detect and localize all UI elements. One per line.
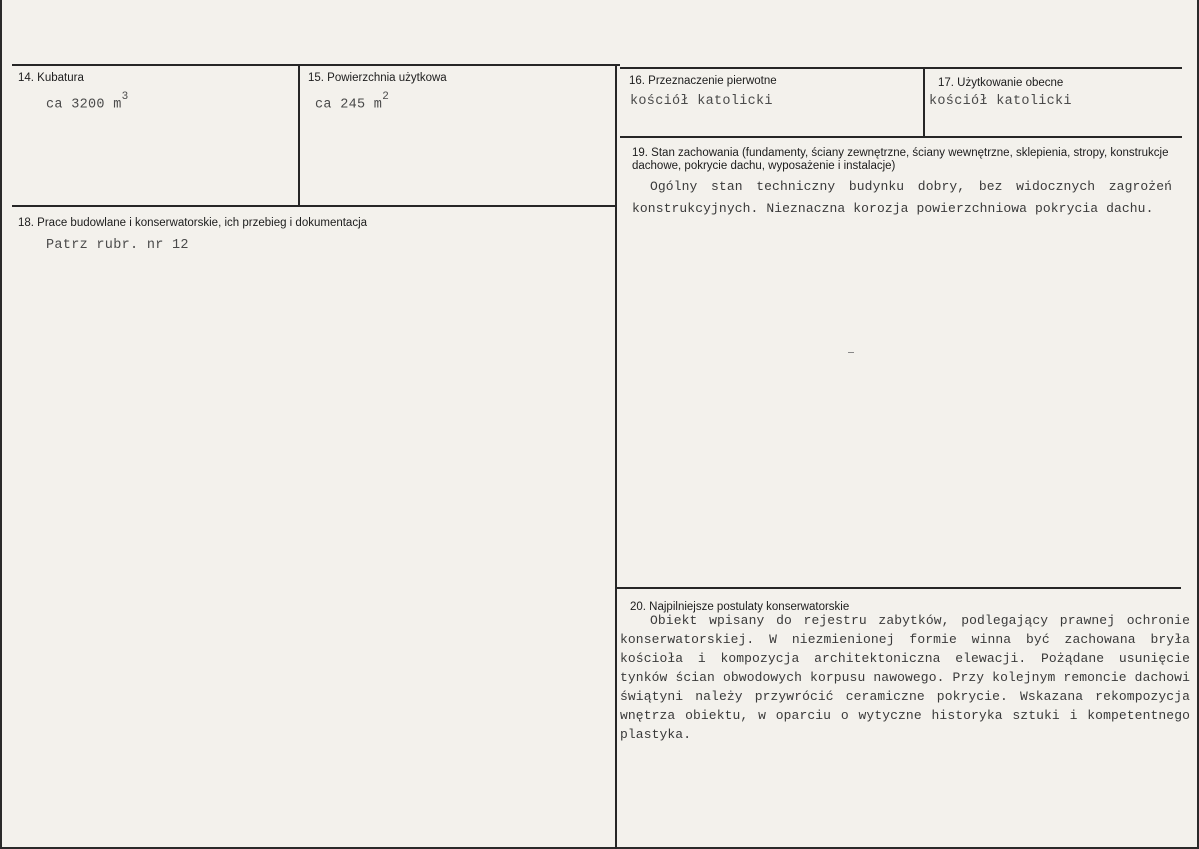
divider-16-19 xyxy=(620,136,1182,138)
kubatura-label: 14. Kubatura xyxy=(18,72,84,84)
divider-left-right xyxy=(615,64,617,849)
powierzchnia-number: ca 245 m xyxy=(315,97,383,113)
stray-mark xyxy=(848,352,854,353)
divider-16-17 xyxy=(923,67,925,137)
powierzchnia-value xyxy=(315,91,390,113)
kubatura-value xyxy=(46,91,129,113)
prace-budowlane-label: 18. Prace budowlane i konserwatorskie, ich przebieg i dokumentacja xyxy=(18,217,368,229)
stan-zachowania-text: Ogólny stan techniczny budynku dobry, bez widocznych zagrożeń konstrukcyjnych. Nieznaczna korozja powierzchniowa pokrycia dachu. xyxy=(632,179,1172,216)
powierzchnia-unit-exponent: 2 xyxy=(382,91,390,103)
przeznaczenie-label: 16. Przeznaczenie pierwotne xyxy=(629,75,777,87)
uzytkowanie-value: kościół katolicki xyxy=(929,94,1072,109)
divider-top-right xyxy=(620,67,1182,69)
przeznaczenie-value: kościół katolicki xyxy=(630,94,773,109)
postulaty-text: Obiekt wpisany do rejestru zabytków, podlegający prawnej ochronie konserwatorskiej. W niezmienionej formie winna być zachowana bryła kościoła i kompozycja architektoniczna elewacji. Pożądane usunięcie tynków ścian obwodowych korpusu nawowego. Przy kolejnym remoncie dachowi świątyni należy przywrócić ceramiczne pokrycie. Wskazana rekompozycja wnętrza obiektu, w oparciu o wytyczne historyka sztuki i kompetentnego plastyka. xyxy=(620,613,1190,742)
postulaty-label: 20. Najpilniejsze postulaty konserwatorskie xyxy=(630,601,850,613)
prace-budowlane-value: Patrz rubr. nr 12 xyxy=(46,238,189,253)
divider-14-15 xyxy=(298,64,300,205)
uzytkowanie-label: 17. Użytkowanie obecne xyxy=(938,77,1064,89)
divider-19-20 xyxy=(616,587,1181,589)
stan-zachowania-label: 19. Stan zachowania (fundamenty, ściany zewnętrzne, ściany wewnętrzne, sklepienia, stropy, konstrukcje dachowe, pokrycie dachu, wyposażenie i instalacje) xyxy=(632,147,1169,172)
kubatura-number: ca 3200 m xyxy=(46,97,122,113)
powierzchnia-label: 15. Powierzchnia użytkowa xyxy=(308,72,447,84)
divider-14-18 xyxy=(12,205,617,207)
kubatura-unit-exponent: 3 xyxy=(121,91,129,103)
divider-top-left xyxy=(12,64,620,66)
